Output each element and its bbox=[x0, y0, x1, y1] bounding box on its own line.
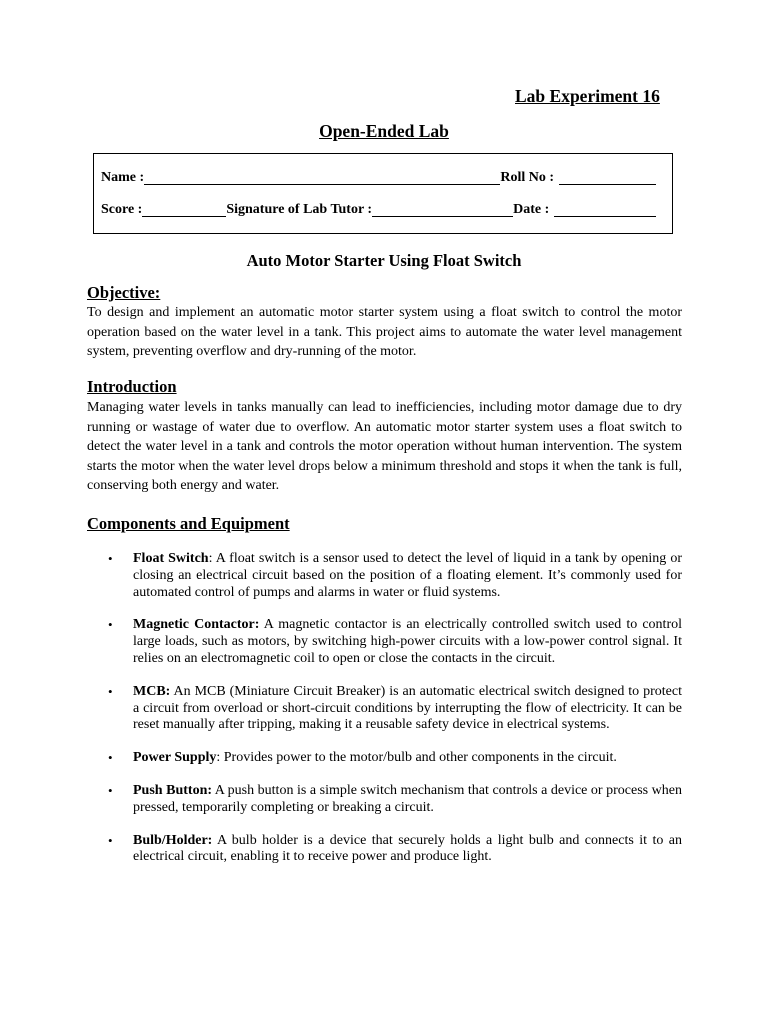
date-label: Date : bbox=[513, 202, 550, 217]
list-item bbox=[108, 617, 682, 667]
name-blank-line bbox=[144, 170, 500, 185]
info-row-name bbox=[101, 168, 656, 186]
roll-no-label: Roll No : bbox=[500, 170, 554, 185]
signature-blank-line bbox=[372, 202, 513, 217]
objective-heading: Objective: bbox=[87, 283, 161, 302]
list-item bbox=[108, 782, 682, 817]
objective-text: To design and implement an automatic motor starter system using a float switch to control the motor operation based on the water level in a tank. This project aims to automate the water level management system, preventing overflow and dry-running of the motor. bbox=[87, 305, 682, 359]
student-info-box bbox=[93, 153, 673, 234]
lab-type-heading: Open-Ended Lab bbox=[319, 121, 449, 141]
experiment-title: Auto Motor Starter Using Float Switch bbox=[246, 251, 522, 270]
name-label: Name : bbox=[101, 170, 145, 185]
component-description: : Provides power to the motor/bulb and other components in the circuit. bbox=[216, 750, 617, 766]
component-name: Push Button: bbox=[133, 782, 213, 798]
introduction-heading: Introduction bbox=[87, 377, 177, 396]
info-row-score bbox=[101, 200, 656, 218]
bullet-icon: • bbox=[108, 617, 113, 633]
list-item bbox=[108, 551, 682, 601]
list-item bbox=[108, 832, 682, 867]
component-name: Bulb/Holder: bbox=[133, 832, 213, 848]
component-name: MCB: bbox=[133, 683, 171, 699]
score-blank-line bbox=[142, 202, 226, 217]
component-description: A bulb holder is a device that securely holds a light bulb and connects it to an electrical circuit, enabling it to receive power and produce light. bbox=[133, 832, 682, 865]
component-description: A push button is a simple switch mechanism that controls a device or process when pressed, temporarily completing or breaking a circuit. bbox=[133, 782, 682, 815]
bullet-icon: • bbox=[108, 832, 113, 848]
score-label: Score : bbox=[101, 202, 143, 217]
components-heading: Components and Equipment bbox=[87, 514, 290, 533]
component-description: A magnetic contactor is an electrically controlled switch used to control large loads, such as motors, by switching high-power circuits with a low-power control signal. It relies on an electromagnetic coil to open or close the contacts in the circuit. bbox=[133, 617, 682, 666]
component-description: : A float switch is a sensor used to detect the level of liquid in a tank by opening or closing an electrical circuit based on the position of a floating element. It’s commonly used for automated control of pumps and alarms in water or fluid systems. bbox=[133, 551, 682, 600]
list-item bbox=[108, 750, 682, 767]
date-blank-line bbox=[554, 202, 656, 217]
components-list bbox=[0, 548, 768, 882]
introduction-text: Managing water levels in tanks manually can lead to inefficiencies, including motor damage due to dry running or wastage of water due to overflow. An automatic motor starter system uses a float switch to detect the water level in a tank and controls the motor operation without human intervention. The system starts the motor when the water level drops below a minimum threshold and stops it when the tank is full, conserving both energy and water. bbox=[87, 400, 682, 493]
list-item bbox=[108, 683, 682, 734]
bullet-icon: • bbox=[108, 750, 113, 766]
bullet-icon: • bbox=[108, 782, 113, 798]
component-name: Float Switch bbox=[133, 551, 209, 566]
component-description: An MCB (Miniature Circuit Breaker) is an automatic electrical switch designed to protect a circuit from overload or short-circuit conditions by interrupting the flow of electricity. It can be reset manually after tripping, making it a reusable safety device in electrical systems. bbox=[133, 683, 682, 733]
component-name: Power Supply bbox=[133, 750, 217, 766]
bullet-icon: • bbox=[108, 551, 113, 566]
lab-experiment-number: Lab Experiment 16 bbox=[515, 86, 660, 106]
roll-no-blank-line bbox=[559, 170, 656, 185]
component-name: Magnetic Contactor: bbox=[133, 617, 260, 633]
signature-label: Signature of Lab Tutor : bbox=[226, 202, 373, 217]
bullet-icon: • bbox=[108, 683, 113, 699]
